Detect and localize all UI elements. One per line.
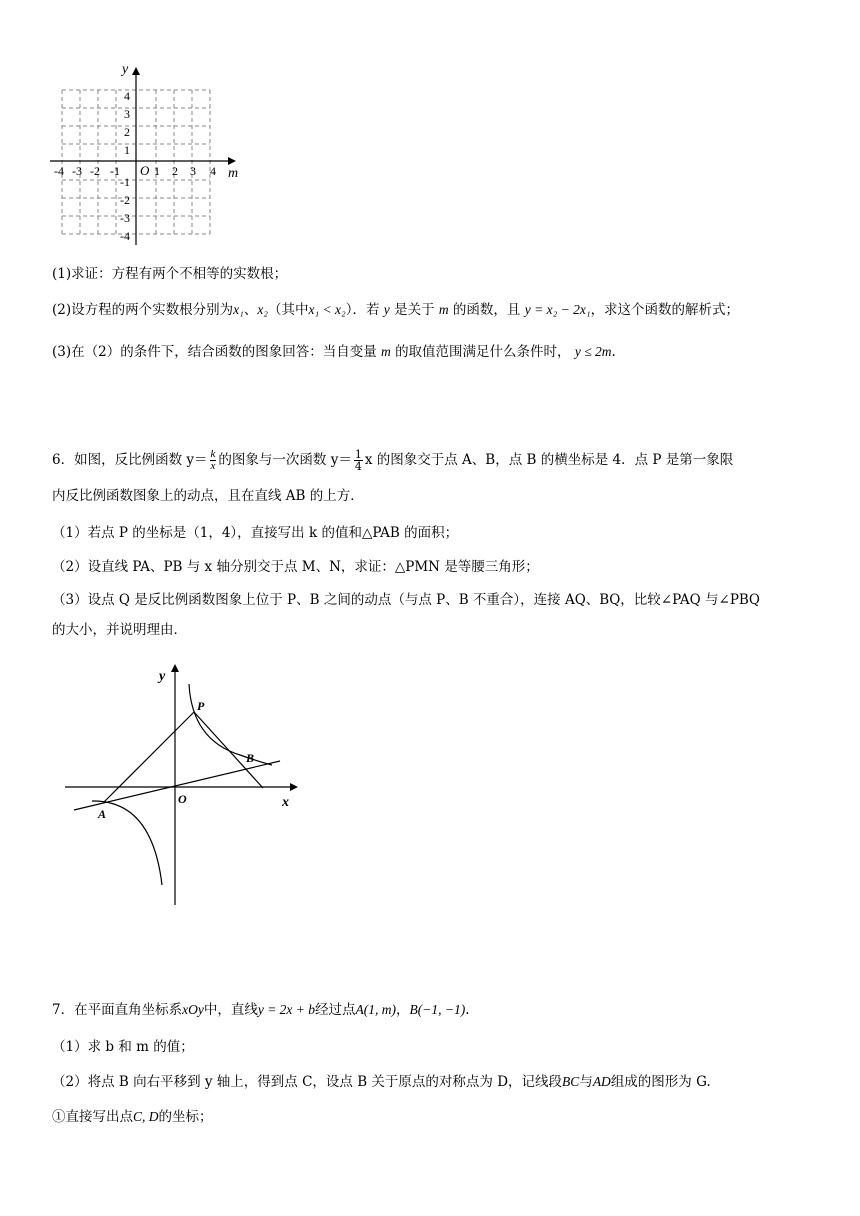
q5-part2-text: (2)设方程的两个实数根分别为 xyxy=(52,302,234,318)
q7-stem xyxy=(52,1000,470,1020)
grid-x-tick: 3 xyxy=(190,164,196,178)
q7-stem-xoy: xOy xyxy=(182,1002,204,1017)
grid-y-tick: -3 xyxy=(120,211,130,225)
q6-figure-b-label: B xyxy=(246,751,255,765)
q5-part3 xyxy=(52,342,616,362)
grid-y-tick: -4 xyxy=(120,229,130,243)
q6-part2: （2）设直线 PA、PB 与 x 轴分别交于点 M、N，求证：△PMN 是等腰三角形； xyxy=(52,559,539,575)
grid-x-tick: 1 xyxy=(154,164,160,178)
q5-part2-y: y xyxy=(383,302,390,317)
q5-part3-text: 的取值范围满足什么条件时， xyxy=(395,344,571,360)
q7-sub1-cd: C, D xyxy=(133,1109,159,1124)
q7-sub1-text: ①直接写出点 xyxy=(52,1109,133,1125)
q7-stem-text: 7．在平面直角坐标系 xyxy=(52,1002,183,1018)
q6-stem-text: 6．如图，反比例函数 y＝ xyxy=(52,452,208,468)
q7-stem-text: . xyxy=(465,1002,470,1018)
grid-x-tick: -4 xyxy=(54,164,64,178)
q7-part2-text: （2）将点 B 向右平移到 y 轴上，得到点 C，设点 B 关于原点的对称点为 D，记线段 xyxy=(52,1074,563,1090)
q7-sub1 xyxy=(52,1107,213,1127)
grid-x-tick: 2 xyxy=(172,164,178,178)
q5-part2-x2: x₂ xyxy=(257,302,268,317)
q7-sub1-text: 的坐标； xyxy=(158,1109,213,1125)
q5-part2-x1: x₁ xyxy=(233,302,244,317)
grid-y-axis-label: y xyxy=(122,62,129,77)
q6-stem-text: 的图象与一次函数 y＝ xyxy=(218,452,352,468)
grid-y-tick: 1 xyxy=(124,143,130,157)
grid-x-tick: 4 xyxy=(210,164,216,178)
grid-x-tick: -1 xyxy=(110,164,120,178)
q5-part3-text: . xyxy=(611,344,616,360)
q5-part2-text: ，求这个函数的解析式； xyxy=(590,302,740,318)
q7-stem-text: ， xyxy=(396,1002,410,1018)
q5-part2-text: 的函数，且 xyxy=(452,302,521,318)
q5-part2 xyxy=(52,300,739,320)
q7-stem-equation: y = 2x + b xyxy=(257,1002,316,1017)
q6-figure-o-label: O xyxy=(178,792,187,806)
grid-coordinate-figure xyxy=(40,55,250,250)
q5-part2-text: ）．若 xyxy=(345,302,380,318)
grid-y-tick: 3 xyxy=(124,107,130,121)
q7-stem-point-b: B(−1, −1) xyxy=(409,1002,466,1017)
q6-stem-text: x 的图象交于点 A、B，点 B 的横坐标是 4．点 P 是第一象限 xyxy=(364,452,734,468)
q6-stem-line1 xyxy=(52,446,733,474)
q6-part1: （1）若点 P 的坐标是（1，4），直接写出 k 的值和△PAB 的面积； xyxy=(52,525,459,541)
q7-part2-ad: AD xyxy=(592,1074,611,1089)
q5-part2-text: （其中 xyxy=(268,302,309,318)
q5-part1: (1)求证：方程有两个不相等的实数根； xyxy=(52,266,288,282)
grid-y-tick: 2 xyxy=(124,125,130,139)
q6-fraction-one-quarter xyxy=(354,449,363,472)
grid-origin-label: O xyxy=(140,163,150,178)
q7-part2-text: 组成的图形为 G. xyxy=(610,1074,711,1090)
q6-figure-a-label: A xyxy=(98,807,107,821)
q7-part2-text: 与 xyxy=(579,1074,593,1090)
fraction-denominator: x xyxy=(210,460,216,472)
q5-part2-cond: x₁ < x₂ xyxy=(308,302,346,317)
q7-stem-point-a: A(1, m) xyxy=(355,1002,397,1017)
grid-y-tick: -1 xyxy=(120,175,130,189)
grid-y-tick: -2 xyxy=(120,193,130,207)
q5-part3-text: (3)在（2）的条件下，结合函数的图象回答：当自变量 xyxy=(52,344,377,360)
q7-part1: （1）求 b 和 m 的值； xyxy=(52,1039,194,1055)
q6-part3-line2: 的大小，并说明理由． xyxy=(52,622,187,638)
fraction-numerator: 1 xyxy=(354,448,362,461)
q6-fraction-k-over-x xyxy=(210,449,217,472)
q6-hyperbola-figure xyxy=(60,660,310,910)
q7-stem-text: 经过点 xyxy=(315,1002,356,1018)
q5-part3-m: m xyxy=(381,344,391,359)
grid-x-tick: -3 xyxy=(72,164,82,178)
q7-stem-text: 中，直线 xyxy=(203,1002,258,1018)
grid-x-axis-label: m xyxy=(228,166,239,181)
q7-part2 xyxy=(52,1072,711,1092)
fraction-numerator: k xyxy=(210,448,216,460)
grid-y-tick: 4 xyxy=(124,89,130,103)
fraction-denominator: 4 xyxy=(354,460,362,473)
q6-figure-x-label: x xyxy=(282,795,289,810)
q5-part2-sep: 、 xyxy=(243,302,258,318)
q7-part2-bc: BC xyxy=(562,1074,580,1089)
grid-x-tick: -2 xyxy=(90,164,100,178)
q6-figure-p-label: P xyxy=(197,699,205,713)
q6-figure-y-label: y xyxy=(159,669,166,684)
q5-part2-expr: y = x₂ − 2x₁ xyxy=(524,302,591,317)
q5-part2-m: m xyxy=(438,302,449,317)
q6-part3-line1: （3）设点 Q 是反比例函数图象上位于 P、B 之间的动点（与点 P、B 不重合），连接 AQ、BQ，比较∠PAQ 与∠PBQ xyxy=(52,592,760,608)
q5-part3-expr: y ≤ 2m xyxy=(574,344,612,359)
q5-part2-text: 是关于 xyxy=(394,302,435,318)
q6-stem-line2: 内反比例函数图象上的动点，且在直线 AB 的上方． xyxy=(52,488,364,504)
